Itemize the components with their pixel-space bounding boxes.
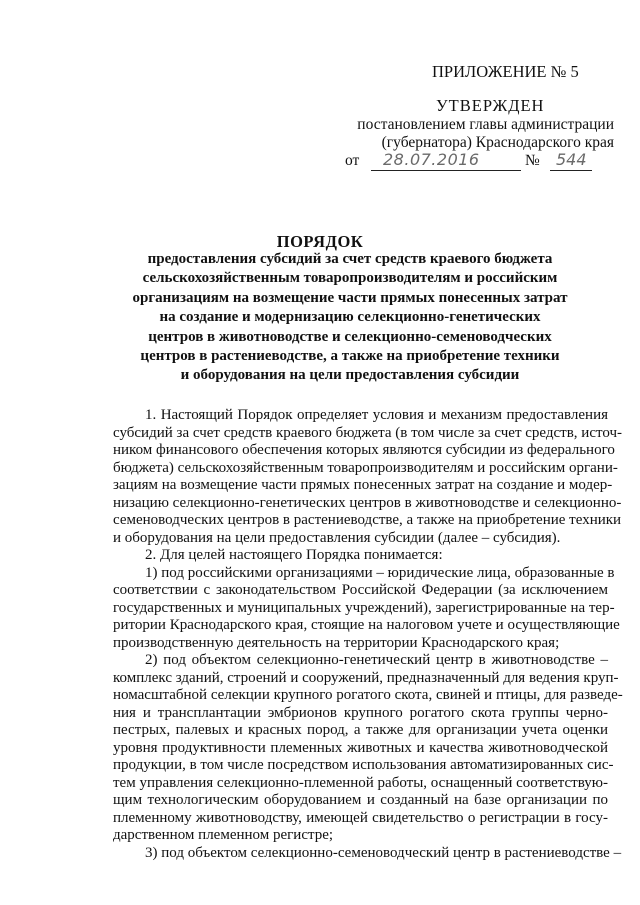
body-line: уровня продуктивности племенных животных и качества животноводческой [113, 739, 608, 756]
body-line: тем управления селекционно-племенной работы, оснащенный соответствую- [113, 774, 609, 791]
handwritten-date: 28.07.2016 [383, 150, 480, 169]
document-body [113, 407, 623, 862]
approved-label: УТВЕРЖДЕН [436, 96, 545, 115]
body-line: номасштабной селекции крупного рогатого скота, свиней и птицы, для разведе- [113, 687, 623, 703]
subtitle-line: организациям на возмещение части прямых понесенных затрат [132, 289, 568, 306]
subtitle-line: и оборудования на цели предоставления субсидии [180, 367, 520, 384]
body-line: щим технологическим оборудованием и созданный на базе организации по [113, 792, 608, 808]
body-line: бюджета) сельскохозяйственным товаропроизводителям и российским органи- [113, 459, 618, 476]
appendix-label: ПРИЛОЖЕНИЕ № 5 [432, 62, 579, 81]
body-line: 2. Для целей настоящего Порядка понимается: [145, 547, 443, 563]
body-line: продукции, в том числе посредством использования автоматизированных сис- [113, 757, 614, 773]
body-line: семеноводческих центров в растениеводстве, а также на приобретение техники [113, 512, 622, 528]
body-line: производственную деятельность на территории Краснодарского края; [113, 634, 560, 651]
number-prefix: № [525, 152, 540, 169]
body-line: государственных и муниципальных учреждений), зарегистрированные на тер- [113, 599, 615, 616]
subtitle-line: центров в растениеводстве, а также на приобретение техники [140, 348, 560, 365]
body-line: пестрых, палевых и красных пород, а также для организации учета оценки [113, 722, 608, 738]
body-line: 1. Настоящий Порядок определяет условия и механизм предоставления [145, 407, 608, 423]
body-line: и оборудования на цели предоставления субсидии (далее – субсидия). [113, 529, 561, 546]
handwritten-number: 544 [556, 150, 587, 169]
body-line: племенному животноводству, имеющей свидетельство о регистрации в госу- [113, 809, 608, 826]
date-prefix: от [345, 152, 360, 169]
approval-authority-line-1: постановлением главы администрации [357, 116, 614, 133]
body-line: зациям на возмещение части прямых понесенных затрат на создание и модер- [113, 477, 613, 493]
body-line: ния и трансплантации эмбрионов крупного рогатого скота группы черно- [113, 704, 608, 721]
body-line: соответствии с законодательством Российской Федерации (за исключением [113, 582, 608, 598]
subtitle-line: на создание и модернизацию селекционно-генетических [159, 309, 541, 326]
body-line: 3) под объектом селекционно-семеноводческий центр в растениеводстве – [145, 844, 622, 861]
body-line: комплекс зданий, строений и сооружений, предназначенный для ведения круп- [113, 669, 619, 686]
body-line: ником финансового обеспечения которых являются субсидии из федерального [113, 442, 615, 458]
subtitle-line: центров в животноводстве и селекционно-семеноводческих [148, 328, 552, 345]
document-title: ПОРЯДОК [276, 232, 364, 251]
body-line: низацию селекционно-генетических центров в животноводстве и селекционно- [113, 494, 622, 511]
number-underline [550, 150, 592, 171]
body-line: дарственном племенном регистре; [113, 827, 334, 843]
approval-date-line [345, 150, 615, 172]
document-subtitle [95, 250, 605, 386]
subtitle-line: сельскохозяйственным товаропроизводителям и российским [142, 270, 558, 287]
body-line: 1) под российскими организациями – юридические лица, образованные в [145, 564, 615, 581]
subtitle-line: предоставления субсидий за счет средств краевого бюджета [147, 251, 553, 267]
body-line: субсидий за счет средств краевого бюджета (в том числе за счет средств, источ- [113, 424, 622, 441]
date-underline [371, 150, 521, 171]
body-line: 2) под объектом селекционно-генетический центр в животноводстве – [145, 652, 608, 668]
approval-authority-line-2: (губернатора) Краснодарского края [381, 134, 614, 151]
body-line: ритории Краснодарского края, стоящие на налоговом учете и осуществляющие [113, 617, 620, 633]
